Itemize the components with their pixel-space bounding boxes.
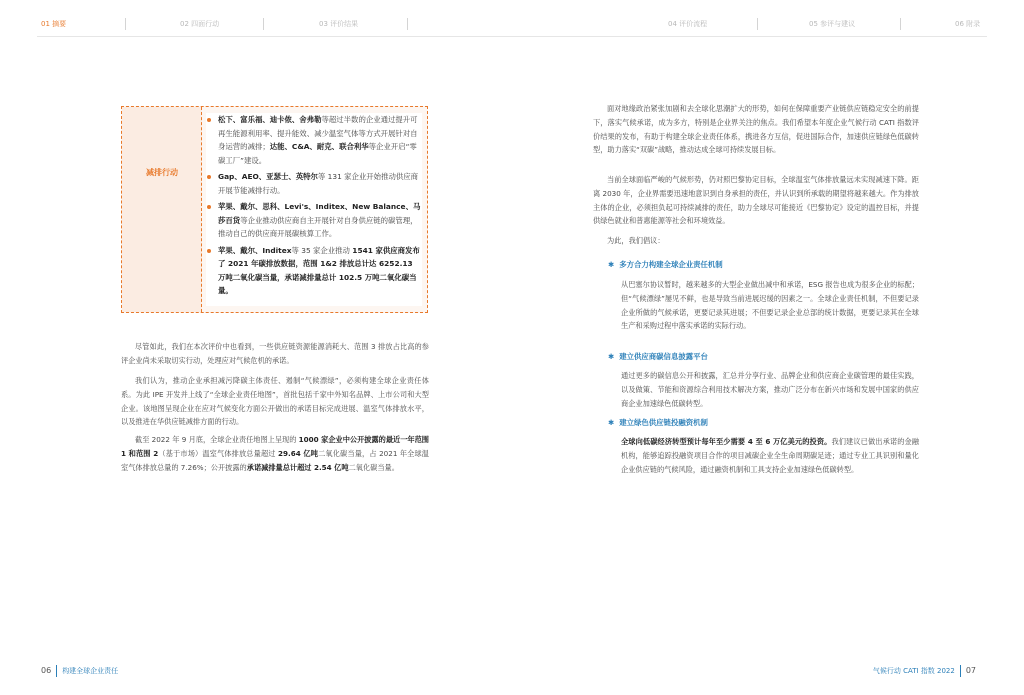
section-heading-2 bbox=[608, 351, 708, 362]
text-run-bold: 全球向低碳经济转型预计每年至少需要 4 至 6 万亿美元的投资。 bbox=[621, 437, 832, 446]
text-run: 二氧化碳当量。 bbox=[348, 462, 399, 472]
text-run: 截至 2022 年 9 月底，全球企业责任地图上呈现的 bbox=[135, 435, 299, 444]
left-paragraph-1: 尽管如此，我们在本次评价中也看到，一些供应链资源能源消耗大、范围 3 排放占比高的参评企业尚未采取切实行动，处理应对气候危机的承诺。 bbox=[121, 342, 429, 365]
top-navigation bbox=[0, 0, 1024, 40]
asterisk-icon: ✱ bbox=[608, 418, 615, 427]
section-heading-text: 建立供应商碳信息披露平台 bbox=[619, 352, 708, 361]
nav-divider bbox=[407, 18, 408, 30]
bullet-bold-text: 松下、富乐福、迪卡侬、舍弗勒 bbox=[218, 115, 322, 124]
list-item bbox=[206, 200, 422, 241]
nav-item-actions[interactable]: 02 四面行动 bbox=[180, 20, 220, 28]
asterisk-icon: ✱ bbox=[608, 260, 615, 269]
nav-divider bbox=[757, 18, 758, 30]
section-heading-3 bbox=[608, 417, 708, 428]
text-run-bold: 承诺减排量总计超过 2.54 亿吨 bbox=[246, 462, 349, 472]
section-body-3 bbox=[621, 435, 919, 476]
footer-right bbox=[873, 665, 976, 677]
page-number-right: 07 bbox=[965, 666, 976, 675]
bullet-bold-text: 达能、C&A、耐克、联合利华 bbox=[269, 142, 369, 151]
right-intro: 为此，我们倡议： bbox=[607, 236, 665, 245]
section-body-2: 通过更多的碳信息公开和披露，汇总并分享行业、品牌企业和供应商企业碳管理的最佳实践，以及做策、节能和资源综合利用技术解决方案，推动广泛分布在新兴市场和发展中国家的供应商企业加速绿色低碳转型。 bbox=[621, 371, 919, 408]
bullet-text: 等 131 家企业开始推动供应商开展节能减排行动。 bbox=[218, 172, 419, 195]
asterisk-icon: ✱ bbox=[608, 352, 615, 361]
bullet-icon bbox=[207, 205, 211, 209]
right-paragraph-2: 当前全球面临严峻的气候形势，仍对照巴黎协定目标，全球温室气体排放量远未实现减速下降。距离 2030 年，企业界需要迅速地意识到自身承担的责任，并认识到所承载的期望将越来越大。作为排放主体的企业，必须担负起可持续减排的责任，助力全球尽可能接近《巴黎协定》设定的温控目标，并提供绿色就业和普惠能源等社会和环境效益。 bbox=[593, 175, 919, 226]
section-heading-text: 建立绿色供应链投融资机制 bbox=[619, 418, 708, 427]
box-label: 减排行动 bbox=[146, 168, 178, 177]
nav-item-results[interactable]: 03 评价结果 bbox=[319, 20, 359, 28]
section-body-1: 从巴塞尔协议暂时，越来越多的大型企业做出减中和承诺，ESG 报告也成为很多企业的标配；但“气候漂绿”屡见不鲜，也是导致当前进展迟缓的因素之一。全球企业责任机制，不但要记录企业所做的气候承诺，更要记录其进展；不但要记录企业总部的统计数据，更要记录其在全球生产和采购过程中落实承诺的实际行动。 bbox=[621, 280, 919, 331]
bullet-icon bbox=[207, 175, 211, 179]
bullet-bold-text: 苹果、戴尔、思科、Levi's、Inditex、New Balance、马莎百货 bbox=[218, 202, 421, 225]
text-run: 我们建议已做出承诺的金融机构，能够追踪投融资项目合作的项目减碳企业全生命周期碳足迹；通过专业工具识别和量化企业供应链的气候风险，通过融资机制和工具支持企业加速绿色低碳转型。 bbox=[621, 437, 919, 474]
text-run-bold: 1000 家企业中公开披露的最近一年范围 1 和范围 2 bbox=[121, 435, 429, 458]
text-run: 二氧化碳当量，占 2021 年全球温室气体排放总量的 7.26%；公开披露的 bbox=[121, 448, 429, 472]
section-heading-1 bbox=[608, 259, 723, 270]
box-bullet-list bbox=[206, 113, 422, 306]
left-paragraph-3 bbox=[121, 433, 429, 474]
bullet-bold-text: Gap、AEO、亚瑟士、英特尔 bbox=[218, 172, 318, 181]
box-label-column bbox=[122, 107, 202, 312]
list-item bbox=[206, 113, 422, 167]
bullet-text: 等企业推动供应商自主开展针对自身供应链的碳管理，推动自己的供应商开展碳核算工作。 bbox=[218, 215, 418, 238]
text-run-bold: 29.64 亿吨 bbox=[278, 448, 319, 458]
section-heading-text: 多方合力构建全球企业责任机制 bbox=[619, 260, 723, 269]
footer-left bbox=[41, 665, 118, 677]
footer-left-title: 构建全球企业责任 bbox=[62, 667, 119, 675]
nav-item-summary[interactable]: 01 摘要 bbox=[41, 20, 67, 28]
text-run: （基于市场）温室气体排放总量超过 bbox=[158, 448, 279, 458]
bullet-bold-text: 苹果、戴尔、Inditex bbox=[218, 245, 292, 255]
nav-item-recommendations[interactable]: 05 参评与建议 bbox=[809, 20, 856, 28]
right-paragraph-1: 面对地缘政治紧张加剧和去全球化思潮扩大的形势，如何在保障重要产业链供应链稳定安全的前提下，落实气候承诺，成为多方，特别是企业界关注的焦点。我们希望本年度企业气候行动 CATI 指数评价结果的发布，有助于构建全球企业责任体系，携进各方互信，促进国际合作，加速供应链绿色低碳转型，助力落实“双碳”战略，推动达成全球可持续发展目标。 bbox=[593, 104, 919, 155]
nav-divider bbox=[125, 18, 126, 30]
nav-item-appendix[interactable]: 06 附录 bbox=[955, 20, 981, 28]
bullet-text: 等企业开启“零碳工厂”建设。 bbox=[218, 142, 417, 165]
emission-action-box bbox=[121, 106, 428, 313]
nav-rule bbox=[37, 36, 987, 37]
bullet-bold-text: 1541 家供应商发布了 2021 年碳排放数据，范围 1&2 排放总计达 6252.13 万吨二氧化碳当量，承诺减排量总计 102.5 万吨二氧化碳当量。 bbox=[218, 245, 420, 295]
nav-divider bbox=[900, 18, 901, 30]
bullet-icon bbox=[207, 249, 211, 253]
page-number-left: 06 bbox=[41, 666, 52, 675]
bullet-icon bbox=[207, 118, 211, 122]
left-paragraph-2: 我们认为，推动企业承担减污降碳主体责任、遏制“气候漂绿”，必须构建全球企业责任体系。为此 IPE 开发并上线了“全球企业责任地图”，首批包括千家中外知名品牌、上市公司和大型企业。该地图呈现企业在应对气候变化方面公开做出的承诺目标完成进展、温室气体排放水平，以及推进在华供应链减排方面的行动。 bbox=[121, 376, 429, 427]
list-item bbox=[206, 244, 422, 298]
footer-divider bbox=[960, 665, 961, 677]
nav-divider bbox=[263, 18, 264, 30]
footer-right-title: 气候行动 CATI 指数 2022 bbox=[872, 667, 955, 675]
bullet-text: 等超过半数的企业通过提升可再生能源利用率、提升能效、减少温室气体等方式开展针对自身运营的减排； bbox=[218, 115, 418, 151]
footer-divider bbox=[56, 665, 57, 677]
list-item bbox=[206, 170, 422, 197]
nav-item-process[interactable]: 04 评价流程 bbox=[668, 20, 708, 28]
bullet-text: 等 35 家企业推动 bbox=[291, 245, 353, 255]
